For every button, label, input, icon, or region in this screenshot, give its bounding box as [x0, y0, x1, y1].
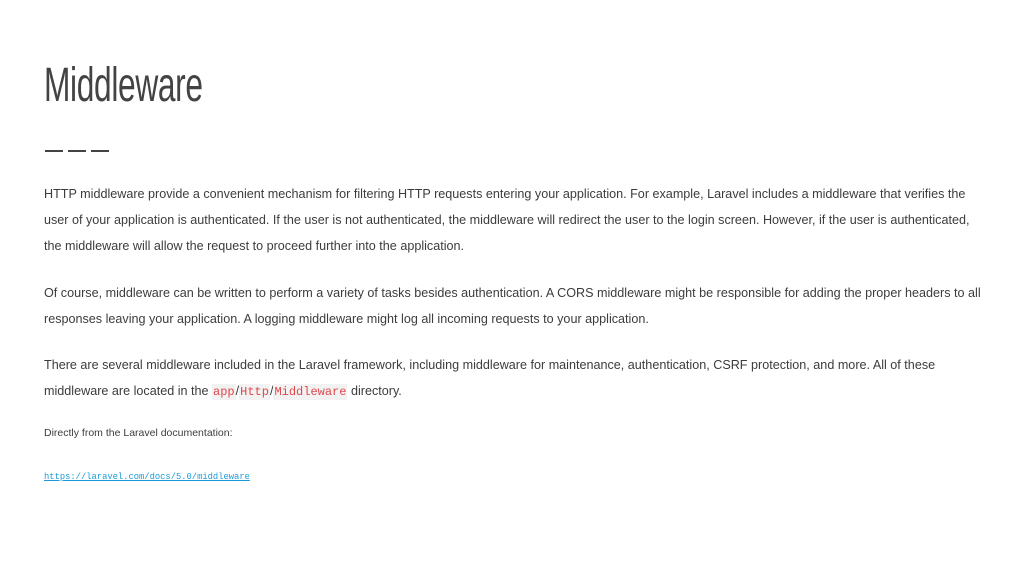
slide-title: Middleware	[44, 59, 203, 112]
slide-body	[44, 181, 984, 441]
code-http: Http	[240, 385, 269, 400]
paragraph-intro: HTTP middleware provide a convenient mechanism for filtering HTTP requests entering your application. For example, Laravel includes a middleware that verifies the user of your application is authenticated. If the user is not authenticated, the middleware will redirect the user to the login screen. However, if the user is authenticated, the middleware will allow the request to proceed further into the application.	[44, 187, 970, 254]
path-separator: /	[235, 384, 240, 399]
paragraph-location-text: There are several middleware included in the Laravel framework, including middleware for maintenance, authentication, CSRF protection, and more. All of these middleware are located in the	[44, 358, 936, 399]
title-underline	[45, 143, 114, 159]
source-link[interactable]: https://laravel.com/docs/5.0/middleware	[44, 472, 250, 482]
source-note: Directly from the Laravel documentation:	[44, 427, 233, 440]
paragraph-tasks: Of course, middleware can be written to perform a variety of tasks besides authentication. A CORS middleware might be responsible for adding the proper headers to all responses leaving your application. A logging middleware might log all incoming requests to your application.	[44, 285, 981, 326]
code-app: app	[213, 385, 235, 400]
paragraph-location-tail: directory.	[347, 384, 402, 399]
code-middleware: Middleware	[274, 385, 347, 400]
paragraph-location	[44, 352, 984, 405]
path-separator: /	[269, 384, 274, 399]
